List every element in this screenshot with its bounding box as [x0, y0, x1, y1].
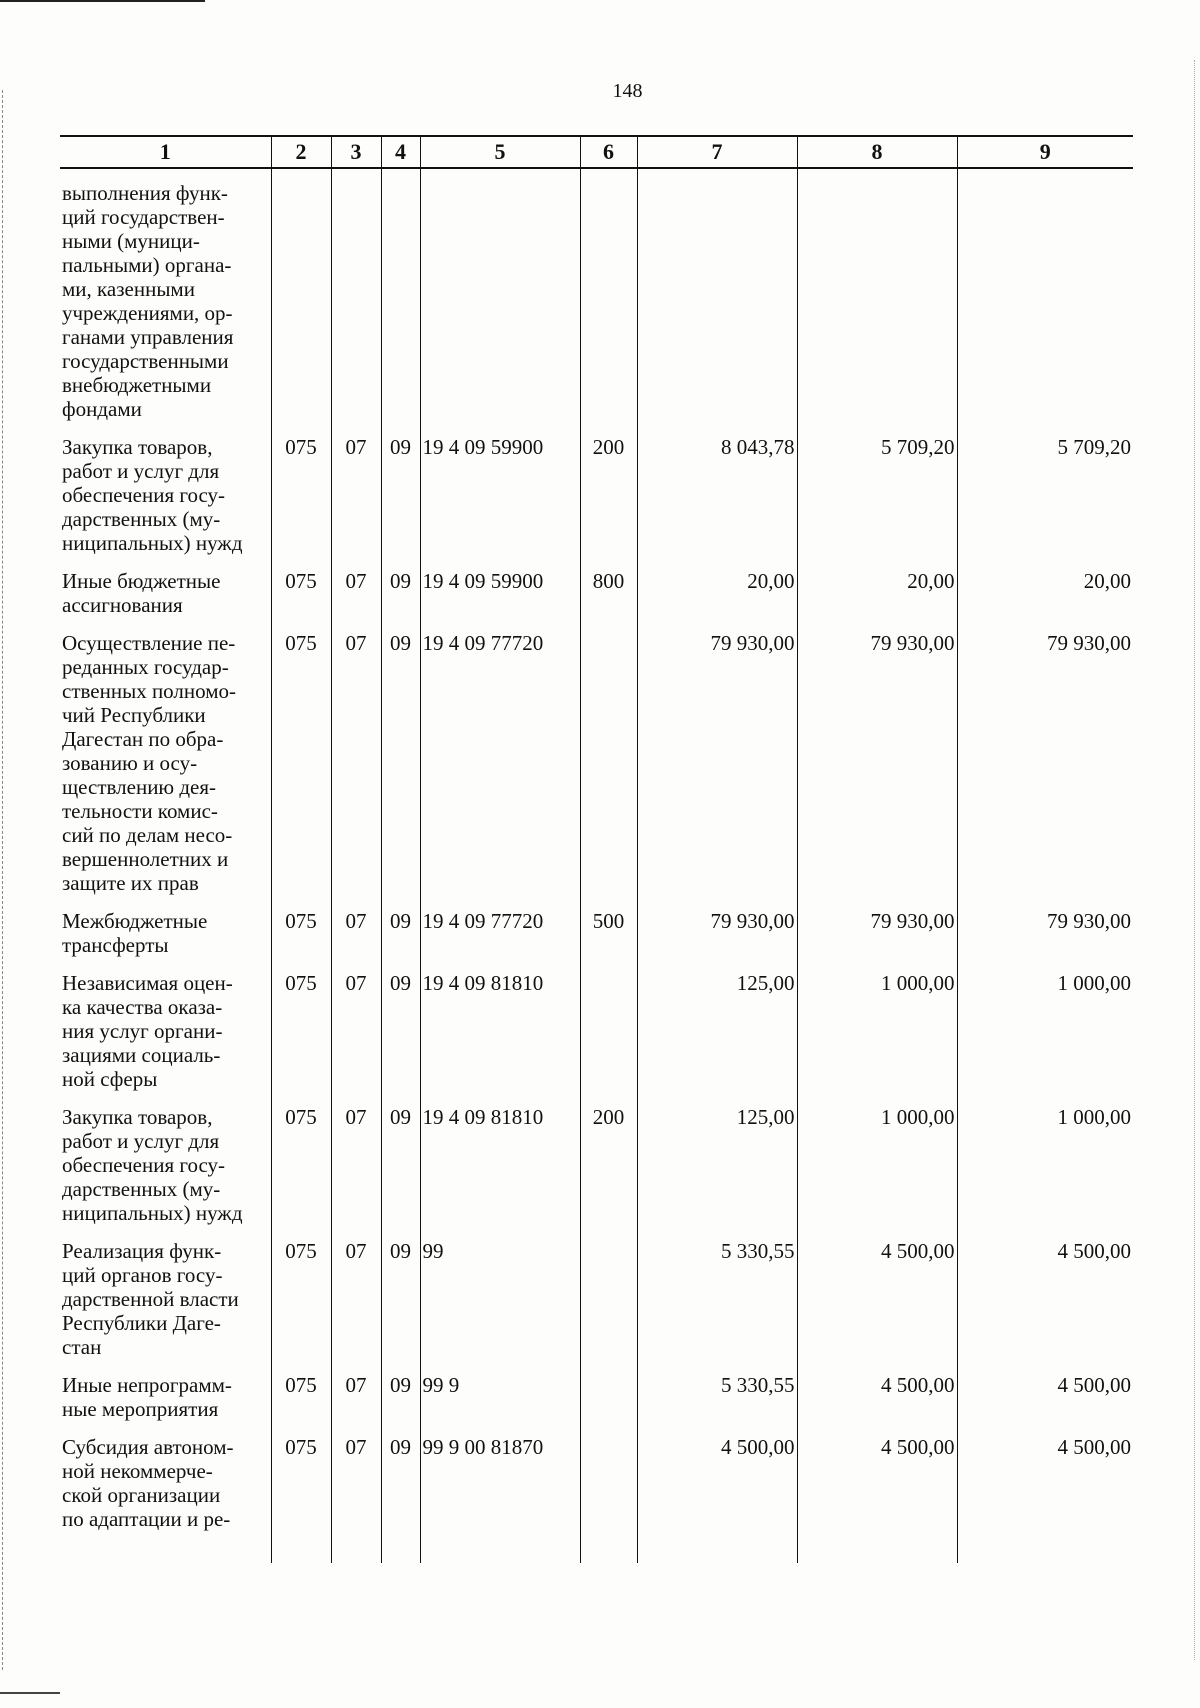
cell-col-5: 19 4 09 77720 — [420, 624, 580, 902]
cell-col-8: 20,00 — [797, 562, 957, 624]
cell-col-8: 5 709,20 — [797, 428, 957, 562]
cell-col-5: 19 4 09 77720 — [420, 902, 580, 964]
cell-col-7 — [637, 168, 797, 428]
page-number: 148 — [612, 80, 643, 102]
cell-col-8 — [797, 168, 957, 428]
cell-col-6 — [580, 964, 637, 1098]
cell-col-4: 09 — [381, 624, 420, 902]
cell-col-6 — [580, 624, 637, 902]
scan-edge-right — [1194, 60, 1196, 1660]
cell-col-6 — [580, 1428, 637, 1563]
cell-col-4: 09 — [381, 562, 420, 624]
cell-col-8: 4 500,00 — [797, 1428, 957, 1563]
cell-col-5: 99 — [420, 1232, 580, 1366]
column-header-7: 7 — [637, 136, 797, 168]
cell-col-6: 500 — [580, 902, 637, 964]
cell-col-2: 075 — [271, 624, 331, 902]
cell-col-4: 09 — [381, 1366, 420, 1428]
table-row — [60, 428, 1133, 562]
scan-mark-top — [0, 0, 205, 2]
cell-col-9: 5 709,20 — [957, 428, 1133, 562]
column-header-3: 3 — [331, 136, 381, 168]
table-body — [60, 168, 1133, 1563]
cell-col-6: 200 — [580, 1098, 637, 1232]
cell-col-9: 4 500,00 — [957, 1366, 1133, 1428]
cell-col-9: 79 930,00 — [957, 624, 1133, 902]
row-name-cell: Закупка товаров, работ и услуг для обеспечения госу- дарственных (му- ниципальных) нужд — [62, 1105, 243, 1225]
cell-col-4: 09 — [381, 1428, 420, 1563]
cell-col-2: 075 — [271, 1428, 331, 1563]
cell-col-7: 125,00 — [637, 1098, 797, 1232]
cell-col-9 — [957, 168, 1133, 428]
row-name-cell: Межбюджетные трансферты — [62, 909, 208, 957]
cell-col-3: 07 — [331, 964, 381, 1098]
row-name-cell: Субсидия автоном- ной некоммерче- ской организации по адаптации и ре- — [62, 1435, 234, 1531]
cell-col-2 — [271, 168, 331, 428]
cell-col-8: 1 000,00 — [797, 964, 957, 1098]
table-row — [60, 1098, 1133, 1232]
table-row — [60, 624, 1133, 902]
cell-col-4: 09 — [381, 428, 420, 562]
cell-col-7: 20,00 — [637, 562, 797, 624]
table-header-row — [60, 136, 1133, 168]
column-header-5: 5 — [420, 136, 580, 168]
row-name-cell: выполнения функ- ций государствен- ными (муници- пальными) органа- ми, казенными учреждениями, ор- ганами управления государственными внебюджетными фондами — [62, 181, 234, 421]
table-row — [60, 168, 1133, 428]
row-name-cell: Закупка товаров, работ и услуг для обеспечения госу- дарственных (му- ниципальных) нужд — [62, 435, 243, 555]
cell-col-2: 075 — [271, 1098, 331, 1232]
cell-col-7: 5 330,55 — [637, 1232, 797, 1366]
cell-col-3: 07 — [331, 562, 381, 624]
table-row — [60, 1428, 1133, 1563]
cell-col-8: 4 500,00 — [797, 1232, 957, 1366]
cell-col-3: 07 — [331, 1366, 381, 1428]
cell-col-3: 07 — [331, 902, 381, 964]
cell-col-9: 79 930,00 — [957, 902, 1133, 964]
cell-col-3: 07 — [331, 1098, 381, 1232]
cell-col-5: 19 4 09 59900 — [420, 562, 580, 624]
cell-col-7: 5 330,55 — [637, 1366, 797, 1428]
column-header-6: 6 — [580, 136, 637, 168]
column-header-9: 9 — [957, 136, 1133, 168]
cell-col-5: 99 9 — [420, 1366, 580, 1428]
cell-col-4: 09 — [381, 1098, 420, 1232]
row-name-cell: Реализация функ- ций органов госу- дарственной власти Республики Даге- стан — [62, 1239, 239, 1359]
cell-col-5: 19 4 09 81810 — [420, 1098, 580, 1232]
cell-col-8: 79 930,00 — [797, 902, 957, 964]
scan-edge-left — [2, 90, 4, 1670]
cell-col-4 — [381, 168, 420, 428]
cell-col-6 — [580, 168, 637, 428]
cell-col-4: 09 — [381, 902, 420, 964]
table-row — [60, 1232, 1133, 1366]
column-header-4: 4 — [381, 136, 420, 168]
cell-col-6 — [580, 1366, 637, 1428]
cell-col-2: 075 — [271, 902, 331, 964]
cell-col-3: 07 — [331, 1428, 381, 1563]
cell-col-9: 20,00 — [957, 562, 1133, 624]
row-name-cell: Иные бюджетные ассигнования — [62, 569, 221, 617]
table-row — [60, 964, 1133, 1098]
cell-col-9: 1 000,00 — [957, 1098, 1133, 1232]
cell-col-7: 4 500,00 — [637, 1428, 797, 1563]
row-name-cell: Осуществление пе- реданных государ- ственных полномо- чий Республики Дагестан по обра- зованию и осу- ществлению дея- тельности комис- сий по делам несо- вершеннолетних и защите их прав — [62, 631, 237, 895]
row-name-cell: Иные непрограмм- ные мероприятия — [62, 1373, 232, 1421]
cell-col-9: 1 000,00 — [957, 964, 1133, 1098]
scan-mark-bottom — [0, 1692, 60, 1694]
cell-col-5 — [420, 168, 580, 428]
cell-col-6: 800 — [580, 562, 637, 624]
cell-col-3: 07 — [331, 1232, 381, 1366]
cell-col-7: 79 930,00 — [637, 624, 797, 902]
cell-col-3: 07 — [331, 428, 381, 562]
cell-col-5: 19 4 09 81810 — [420, 964, 580, 1098]
table-row — [60, 562, 1133, 624]
cell-col-4: 09 — [381, 1232, 420, 1366]
table-row — [60, 1366, 1133, 1428]
column-header-8: 8 — [797, 136, 957, 168]
cell-col-6 — [580, 1232, 637, 1366]
cell-col-8: 1 000,00 — [797, 1098, 957, 1232]
cell-col-7: 79 930,00 — [637, 902, 797, 964]
cell-col-8: 79 930,00 — [797, 624, 957, 902]
cell-col-9: 4 500,00 — [957, 1232, 1133, 1366]
cell-col-2: 075 — [271, 964, 331, 1098]
cell-col-2: 075 — [271, 428, 331, 562]
table-row — [60, 902, 1133, 964]
column-header-2: 2 — [271, 136, 331, 168]
cell-col-4: 09 — [381, 964, 420, 1098]
cell-col-7: 8 043,78 — [637, 428, 797, 562]
cell-col-8: 4 500,00 — [797, 1366, 957, 1428]
row-name-cell: Независимая оцен- ка качества оказа- ния услуг органи- зациями социаль- ной сферы — [62, 971, 233, 1091]
cell-col-3: 07 — [331, 624, 381, 902]
cell-col-2: 075 — [271, 1232, 331, 1366]
cell-col-2: 075 — [271, 562, 331, 624]
cell-col-9: 4 500,00 — [957, 1428, 1133, 1563]
cell-col-2: 075 — [271, 1366, 331, 1428]
column-header-1: 1 — [60, 136, 271, 168]
cell-col-7: 125,00 — [637, 964, 797, 1098]
cell-col-5: 19 4 09 59900 — [420, 428, 580, 562]
cell-col-5: 99 9 00 81870 — [420, 1428, 580, 1563]
cell-col-3 — [331, 168, 381, 428]
budget-table — [60, 135, 1133, 1563]
cell-col-6: 200 — [580, 428, 637, 562]
